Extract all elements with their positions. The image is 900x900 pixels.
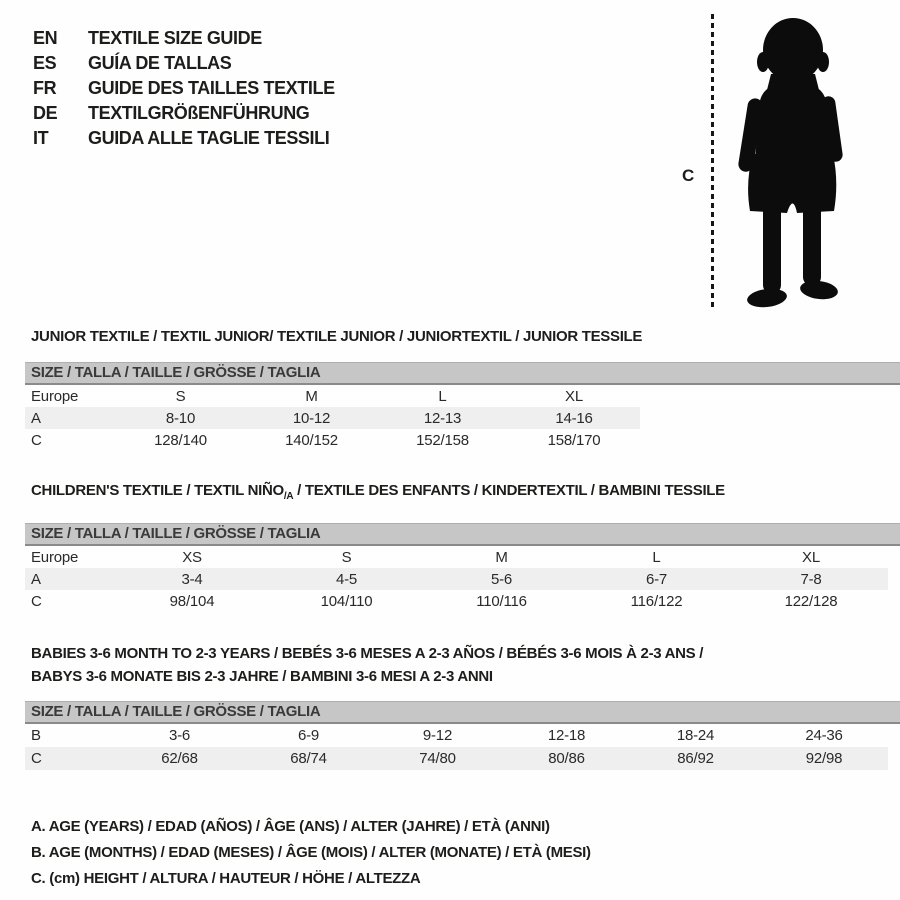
height-cell: 92/98 xyxy=(760,747,888,770)
language-label: GUIDE DES TAILLES TEXTILE xyxy=(88,78,335,98)
age-cell: 12-13 xyxy=(377,407,508,429)
size-table-babies xyxy=(25,724,888,770)
language-row-en xyxy=(33,26,335,51)
table-row-europe xyxy=(25,385,640,407)
size-cell: XL xyxy=(802,548,820,566)
height-cell: 116/122 xyxy=(630,592,683,610)
language-code: FR xyxy=(33,78,57,98)
height-dotted-line xyxy=(711,14,714,310)
height-cell: 98/104 xyxy=(169,592,215,610)
language-label: TEXTILE SIZE GUIDE xyxy=(88,28,262,48)
table-row-age xyxy=(25,407,640,429)
age-cell: 4-5 xyxy=(269,568,424,590)
age-cell: 12-18 xyxy=(547,727,586,744)
age-cell: 8-10 xyxy=(115,407,246,429)
legend-line-c: C. (cm) HEIGHT / ALTURA / HAUTEUR / HÖHE / ALTEZZA xyxy=(31,870,421,887)
age-cell: 3-4 xyxy=(115,568,269,590)
language-row-it xyxy=(33,126,335,151)
height-cell: 110/116 xyxy=(476,592,527,610)
table-row-age-months xyxy=(25,724,888,747)
legend-line-b: B. AGE (MONTHS) / EDAD (MESES) / ÂGE (MOIS) / ALTER (MONATE) / ETÀ (MESI) xyxy=(31,844,591,861)
row-label-cell: A xyxy=(25,568,115,590)
table-row-height xyxy=(25,590,888,612)
title-part: CHILDREN'S TEXTILE / TEXTIL NIÑO xyxy=(31,482,284,499)
age-cell: 3-6 xyxy=(168,727,191,744)
size-header-bar-junior: SIZE / TALLA / TAILLE / GRÖSSE / TAGLIA xyxy=(25,362,900,385)
height-cell: 74/80 xyxy=(373,747,502,770)
height-cell: 128/140 xyxy=(154,431,207,449)
row-label-cell: B xyxy=(31,727,41,744)
title-line: BABIES 3-6 MONTH TO 2-3 YEARS / BEBÉS 3-6 MESES A 2-3 AÑOS / BÉBÉS 3-6 MOIS À 2-3 ANS / xyxy=(31,645,704,662)
legend-line-a: A. AGE (YEARS) / EDAD (AÑOS) / ÂGE (ANS) / ALTER (JAHRE) / ETÀ (ANNI) xyxy=(31,818,550,835)
age-cell: 6-9 xyxy=(297,727,320,744)
size-cell: L xyxy=(652,548,661,566)
size-cell: S xyxy=(341,548,352,566)
row-label-cell: Europe xyxy=(31,548,79,566)
height-cell: 80/86 xyxy=(502,747,631,770)
height-cell: 122/128 xyxy=(784,592,838,610)
table-row-height xyxy=(25,429,640,451)
language-label: TEXTILGRÖßENFÜHRUNG xyxy=(88,103,310,123)
size-header-bar-children: SIZE / TALLA / TAILLE / GRÖSSE / TAGLIA xyxy=(25,523,900,546)
age-cell: 5-6 xyxy=(424,568,579,590)
title-part: / TEXTILE DES ENFANTS / KINDERTEXTIL / BAMBINI TESSILE xyxy=(293,482,725,499)
height-cell: 86/92 xyxy=(631,747,760,770)
language-row-es xyxy=(33,51,335,76)
height-cell: 152/158 xyxy=(416,431,469,449)
size-cell: M xyxy=(495,548,508,566)
size-table-children xyxy=(25,546,888,612)
section-title-babies xyxy=(31,642,900,688)
table-row-height xyxy=(25,747,888,770)
title-line: BABYS 3-6 MONATE BIS 2-3 JAHRE / BAMBINI 3-6 MESI A 2-3 ANNI xyxy=(31,668,493,685)
row-label-cell: C xyxy=(31,592,42,610)
age-cell: 24-36 xyxy=(805,727,843,744)
height-measure-label: C xyxy=(682,166,695,185)
section-title-junior: JUNIOR TEXTILE / TEXTIL JUNIOR/ TEXTILE JUNIOR / JUNIORTEXTIL / JUNIOR TESSILE xyxy=(31,328,643,345)
table-row-europe xyxy=(25,546,888,568)
height-cell: 68/74 xyxy=(244,747,373,770)
age-cell: 9-12 xyxy=(422,727,453,744)
measure-legend xyxy=(31,814,900,892)
height-measure-figure xyxy=(676,8,871,314)
height-cell: 140/152 xyxy=(285,431,338,449)
row-label-cell: C xyxy=(31,431,42,449)
row-label-cell: A xyxy=(25,407,115,429)
age-cell: 14-16 xyxy=(508,407,640,429)
language-code: IT xyxy=(33,128,49,148)
header-area xyxy=(0,0,900,316)
language-label: GUIDA ALLE TAGLIE TESSILI xyxy=(88,128,330,148)
baby-silhouette xyxy=(726,10,858,312)
language-code: EN xyxy=(33,28,58,48)
height-cell: 158/170 xyxy=(547,431,601,449)
height-cell: 104/110 xyxy=(320,592,373,610)
age-cell: 10-12 xyxy=(246,407,377,429)
size-cell: XS xyxy=(182,548,202,566)
height-cell: 62/68 xyxy=(115,747,244,770)
language-code: DE xyxy=(33,103,58,123)
size-cell: M xyxy=(305,387,318,405)
size-table-junior xyxy=(25,385,640,451)
row-label-cell: C xyxy=(25,747,115,770)
age-cell: 18-24 xyxy=(676,727,715,744)
language-row-fr xyxy=(33,76,335,101)
language-label: GUÍA DE TALLAS xyxy=(88,53,232,73)
table-row-age xyxy=(25,568,888,590)
language-code: ES xyxy=(33,53,57,73)
language-row-de xyxy=(33,101,335,126)
row-label-cell: Europe xyxy=(31,387,79,405)
age-cell: 7-8 xyxy=(734,568,888,590)
age-cell: 6-7 xyxy=(579,568,734,590)
size-cell: S xyxy=(175,387,186,405)
size-cell: L xyxy=(438,387,447,405)
size-cell: XL xyxy=(565,387,583,405)
section-title-children xyxy=(31,483,900,505)
title-subscript: /A xyxy=(283,491,294,502)
language-title-list xyxy=(33,26,335,151)
size-header-bar-babies: SIZE / TALLA / TAILLE / GRÖSSE / TAGLIA xyxy=(25,701,900,724)
